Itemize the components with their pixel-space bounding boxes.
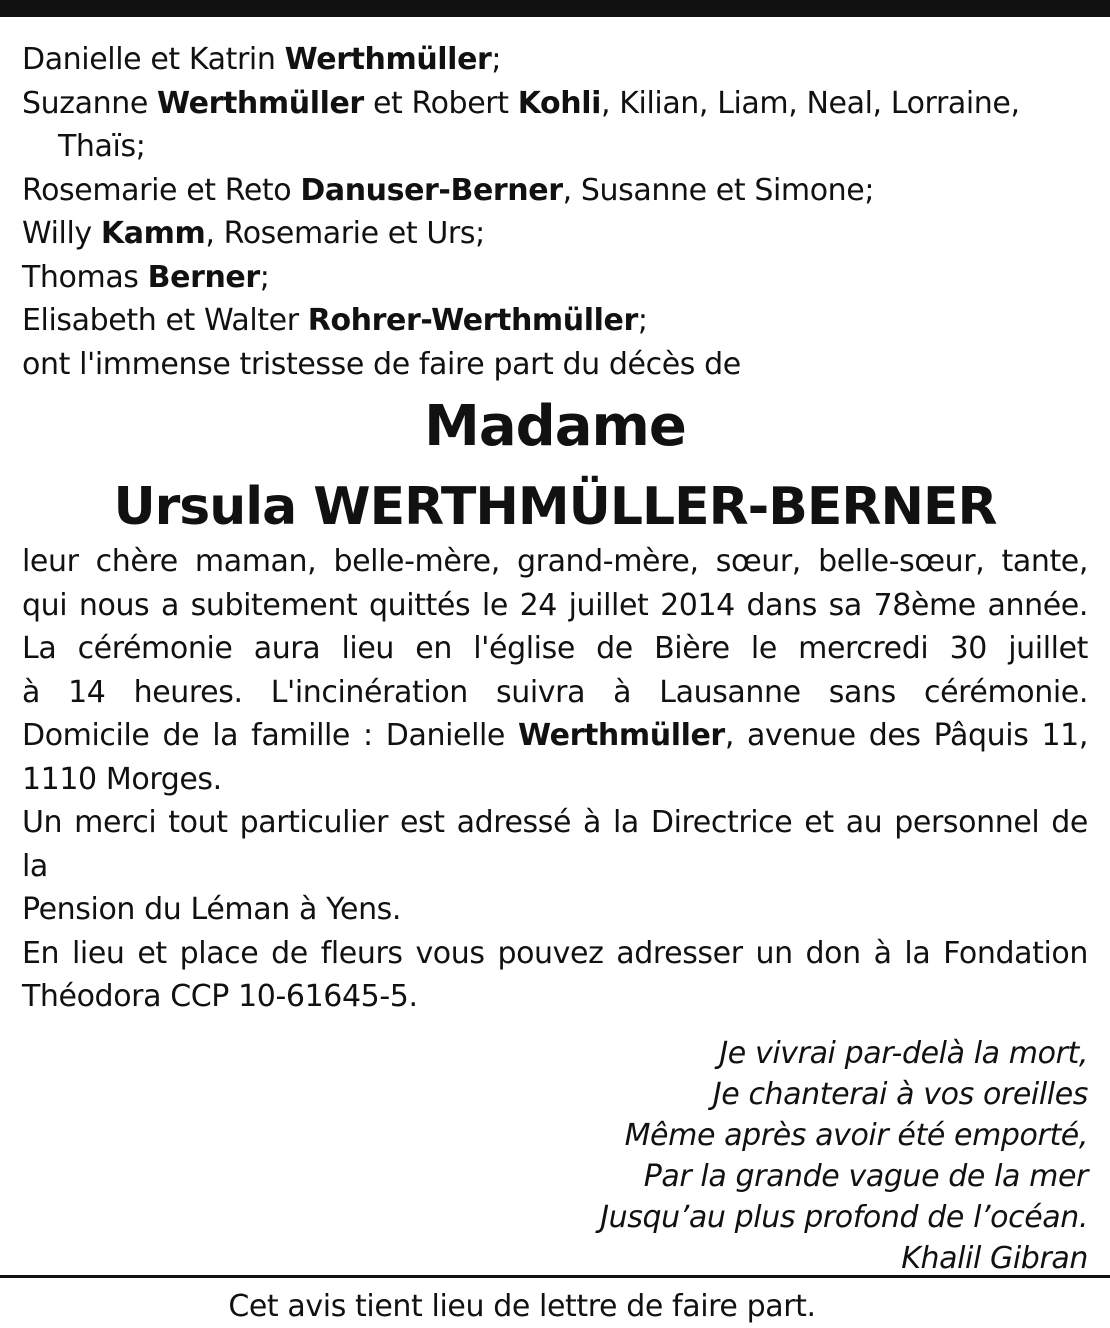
- family-surname: Rohrer-Werthmüller: [308, 303, 638, 338]
- bottom-rule: [0, 1275, 1110, 1278]
- poem-line: Par la grande vague de la mer: [22, 1156, 1088, 1197]
- family-surname: Werthmüller: [157, 86, 364, 121]
- family-line: Thomas Berner;: [22, 256, 1088, 300]
- poem-line: Je chanterai à vos oreilles: [22, 1074, 1088, 1115]
- family-line: Suzanne Werthmüller et Robert Kohli, Kilian, Liam, Neal, Lorraine,: [22, 82, 1088, 126]
- family-line: Danielle et Katrin Werthmüller;: [22, 38, 1088, 82]
- body-line: La cérémonie aura lieu en l'église de Bière le mercredi 30 juillet: [22, 627, 1088, 671]
- domicile-line: Domicile de la famille : Danielle Werthmüller, avenue des Pâquis 11,: [22, 714, 1088, 758]
- body-line: qui nous a subitement quittés le 24 juillet 2014 dans sa 78ème année.: [22, 584, 1088, 628]
- family-surname: Kamm: [101, 216, 205, 251]
- body-line: à 14 heures. L'incinération suivra à Lausanne sans cérémonie.: [22, 671, 1088, 715]
- flowers-line: En lieu et place de fleurs vous pouvez adresser un don à la Fondation: [22, 932, 1088, 976]
- body-line: leur chère maman, belle-mère, grand-mère, sœur, belle-sœur, tante,: [22, 540, 1088, 584]
- notice-body: [22, 540, 1088, 1019]
- death-notice: [22, 38, 1088, 1328]
- family-line: Rosemarie et Reto Danuser-Berner, Susanne et Simone;: [22, 169, 1088, 213]
- announcement-line: ont l'immense tristesse de faire part du décès de: [22, 343, 1088, 387]
- domicile-surname: Werthmüller: [518, 718, 725, 753]
- thanks-line: Pension du Léman à Yens.: [22, 888, 1088, 932]
- family-surname: Danuser-Berner: [300, 173, 562, 208]
- deceased-title: Madame: [22, 399, 1088, 455]
- domicile-city: 1110 Morges.: [22, 758, 1088, 802]
- family-surname: Berner: [148, 260, 260, 295]
- thanks-line: Un merci tout particulier est adressé à la Directrice et au personnel de la: [22, 801, 1088, 888]
- poem-author: Khalil Gibran: [22, 1238, 1088, 1279]
- family-surname: Kohli: [518, 86, 601, 121]
- family-line: Willy Kamm, Rosemarie et Urs;: [22, 212, 1088, 256]
- family-surname: Werthmüller: [285, 42, 492, 77]
- family-list: [22, 38, 1088, 343]
- poem-line: Même après avoir été emporté,: [22, 1115, 1088, 1156]
- top-rule: [0, 0, 1110, 17]
- family-line: Elisabeth et Walter Rohrer-Werthmüller;: [22, 299, 1088, 343]
- poem-line: Je vivrai par-delà la mort,: [22, 1033, 1088, 1074]
- deceased-name: Ursula WERTHMÜLLER-BERNER: [22, 481, 1088, 533]
- footer-note: Cet avis tient lieu de lettre de faire part.: [22, 1285, 1088, 1328]
- family-line-continued: Thaïs;: [22, 125, 1088, 169]
- poem-line: Jusqu’au plus profond de l’océan.: [22, 1197, 1088, 1238]
- flowers-line: Théodora CCP 10-61645-5.: [22, 975, 1088, 1019]
- poem: [22, 1033, 1088, 1279]
